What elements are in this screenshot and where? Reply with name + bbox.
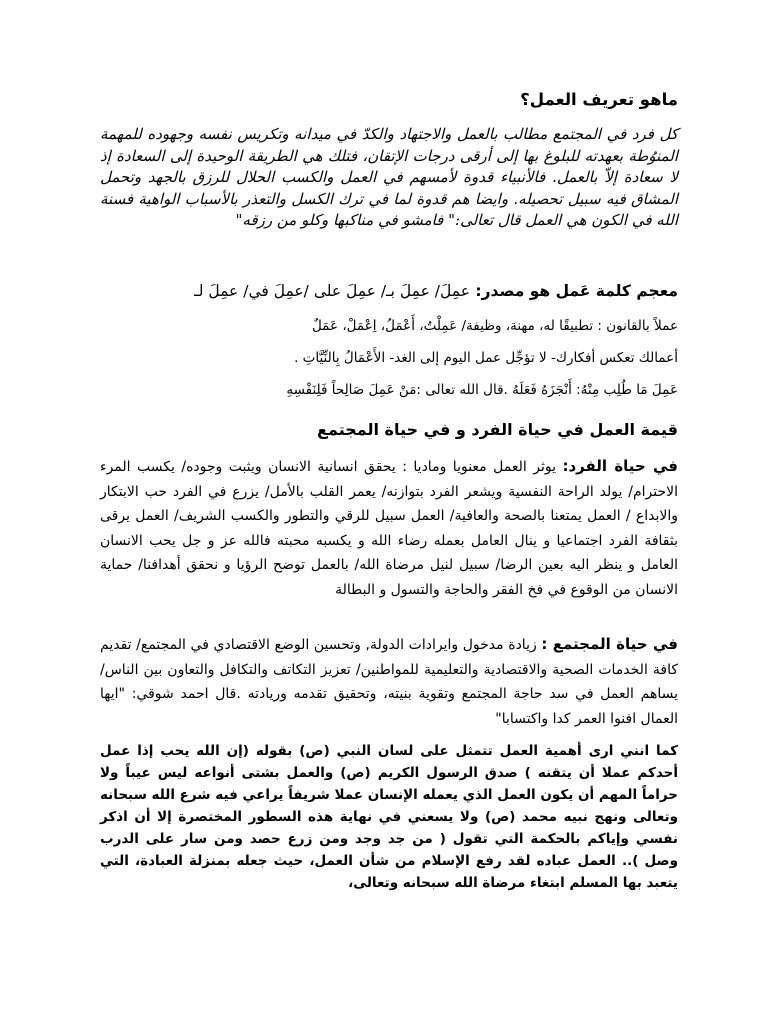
dictionary-line-3: عَمِلَ مَا طُلِب مِنْهُ: أَنْجَزَهُ فَعَلَهُ .قال الله تعالى :مَنْ عَمِلَ صَالِحاً فَلِنَفْسِهِ [286, 382, 678, 398]
dictionary-heading [100, 280, 678, 302]
society-label: في حياة المجتمع : [541, 635, 678, 653]
dictionary-line-1: عملاً بالقانون : تطبيقًا له، مهنة، وظيفة/ عَمِلْتُ، أَعْمَلُ، اِعْمَلْ، عَمَلٌ [311, 318, 678, 334]
individual-text: يوثر العمل معنويا وماديا : يحقق انسانية الانسان ويثبت وجوده/ يكسب المرء الاحترام/ يولد الراحة النفسية ويشعر الفرد بتوازنه/ يعمر القلب بالأمل/ يزرع في الفرد حب الابتكار والابداع / العمل يمتعنا بالصحة والعافية/ العمل سبيل للرقي والتطور والكسب الشريف/ العمل يرقى بثقافة الفرد اجتماعيا و ينال العامل بعمله رضاء الله و يكسبه محبته فالله عز و جل يحب الانسان العامل و ينظر اليه بعين الرضا/ سبيل لنيل مرضاة الله/ بالعمل توضح الرؤيا و نحقق أهدافنا/ حماية الانسان من الوقوع في فخ الفقر والحاجة والتسول و البطالة [100, 459, 678, 598]
individual-paragraph [100, 454, 678, 602]
conclusion-paragraph: كما انني ارى أهمية العمل تتمثل على لسان النبي (ص) بقوله (إن الله يحب إذا عمل أحدكم عملا أن يتقنه ) صدق الرسول الكريم (ص) والعمل بشتى أنواعه ليس عيباً ولا حراماً المهم أن يكون العمل الذي يعمله الإنسان عملا شريفاً يراعي فيه شرع الله سبحانه وتعالى ونهج نبيه محمد (ص) ولا يسعني في نهاية هذه السطور المختصرة إلا أن اذكر نفسي وإياكم بالحكمة التي تقول ( من جد وجد ومن زرع حصد ومن سار على الدرب وصل ).. العمل عباده لقد رفع الإسلام من شأن العمل، حيث جعله بمنزلة العبادة، التي يتعبد بها المسلم ابتغاء مرضاة الله سبحانه وتعالى، [100, 743, 678, 891]
dictionary-label: معجم كلمة عَمل هو مصدر: [475, 282, 678, 300]
society-paragraph [100, 632, 678, 731]
dictionary-line-2: أعمالك تعكس أفكارك- لا تؤجِّل عمل اليوم إلى الغد- الأَعْمَالُ بِالنِّيَّاتِ . [294, 350, 678, 366]
dictionary-forms: عمِلَ/ عمِلَ بـ/ عمِلَ على /عمِلَ في/ عمِلَ لـ [194, 282, 470, 300]
question-heading: ماهو تعريف العمل؟ [520, 90, 678, 109]
intro-paragraph: كل فرد في المجتمع مطالب بالعمل والاجتهاد والكدّ في ميدانه وتكريس نفسه وجهوده للمهمة المنوُطة بعهدته للبلوغ بها إلى أرقى درجات الإتقان، فتلك هي الطريقة الوحيدة إلى السعادة إذ لا سعادة إلاّ بالعمل. فالأنبياء قدوة لأمسهم في العمل والكسب الحلال للرزق بالجهد وتحمل المشاق فيه سبيل تحصيله. وايضا هم قدوة لما في ترك الكسل والتعذر بالأسباب الواهية فسنة الله في الكون هي العمل قال تعالى:" فامشو في مناكبها وكلو من رزقه" [100, 125, 678, 229]
value-heading: قيمة العمل في حياة الفرد و في حياة المجتمع [317, 420, 678, 439]
society-text: زيادة مدخول وايرادات الدولة, وتحسين الوضع الاقتصادي في المجتمع/ تقديم كافة الخدمات الصحية والاقتصادية والتعليمية للمواطنين/ تعزيز التكاتف والتكافل والتعاون بين الناس/ يساهم العمل في سد حاجة المجتمع وتقوية بنيته، وتحقيق تقدمه وريادته .قال احمد شوقي: "ايها العمال افنوا العمر كدا واكتسابا" [100, 637, 678, 727]
individual-label: في حياة الفرد: [562, 457, 678, 475]
